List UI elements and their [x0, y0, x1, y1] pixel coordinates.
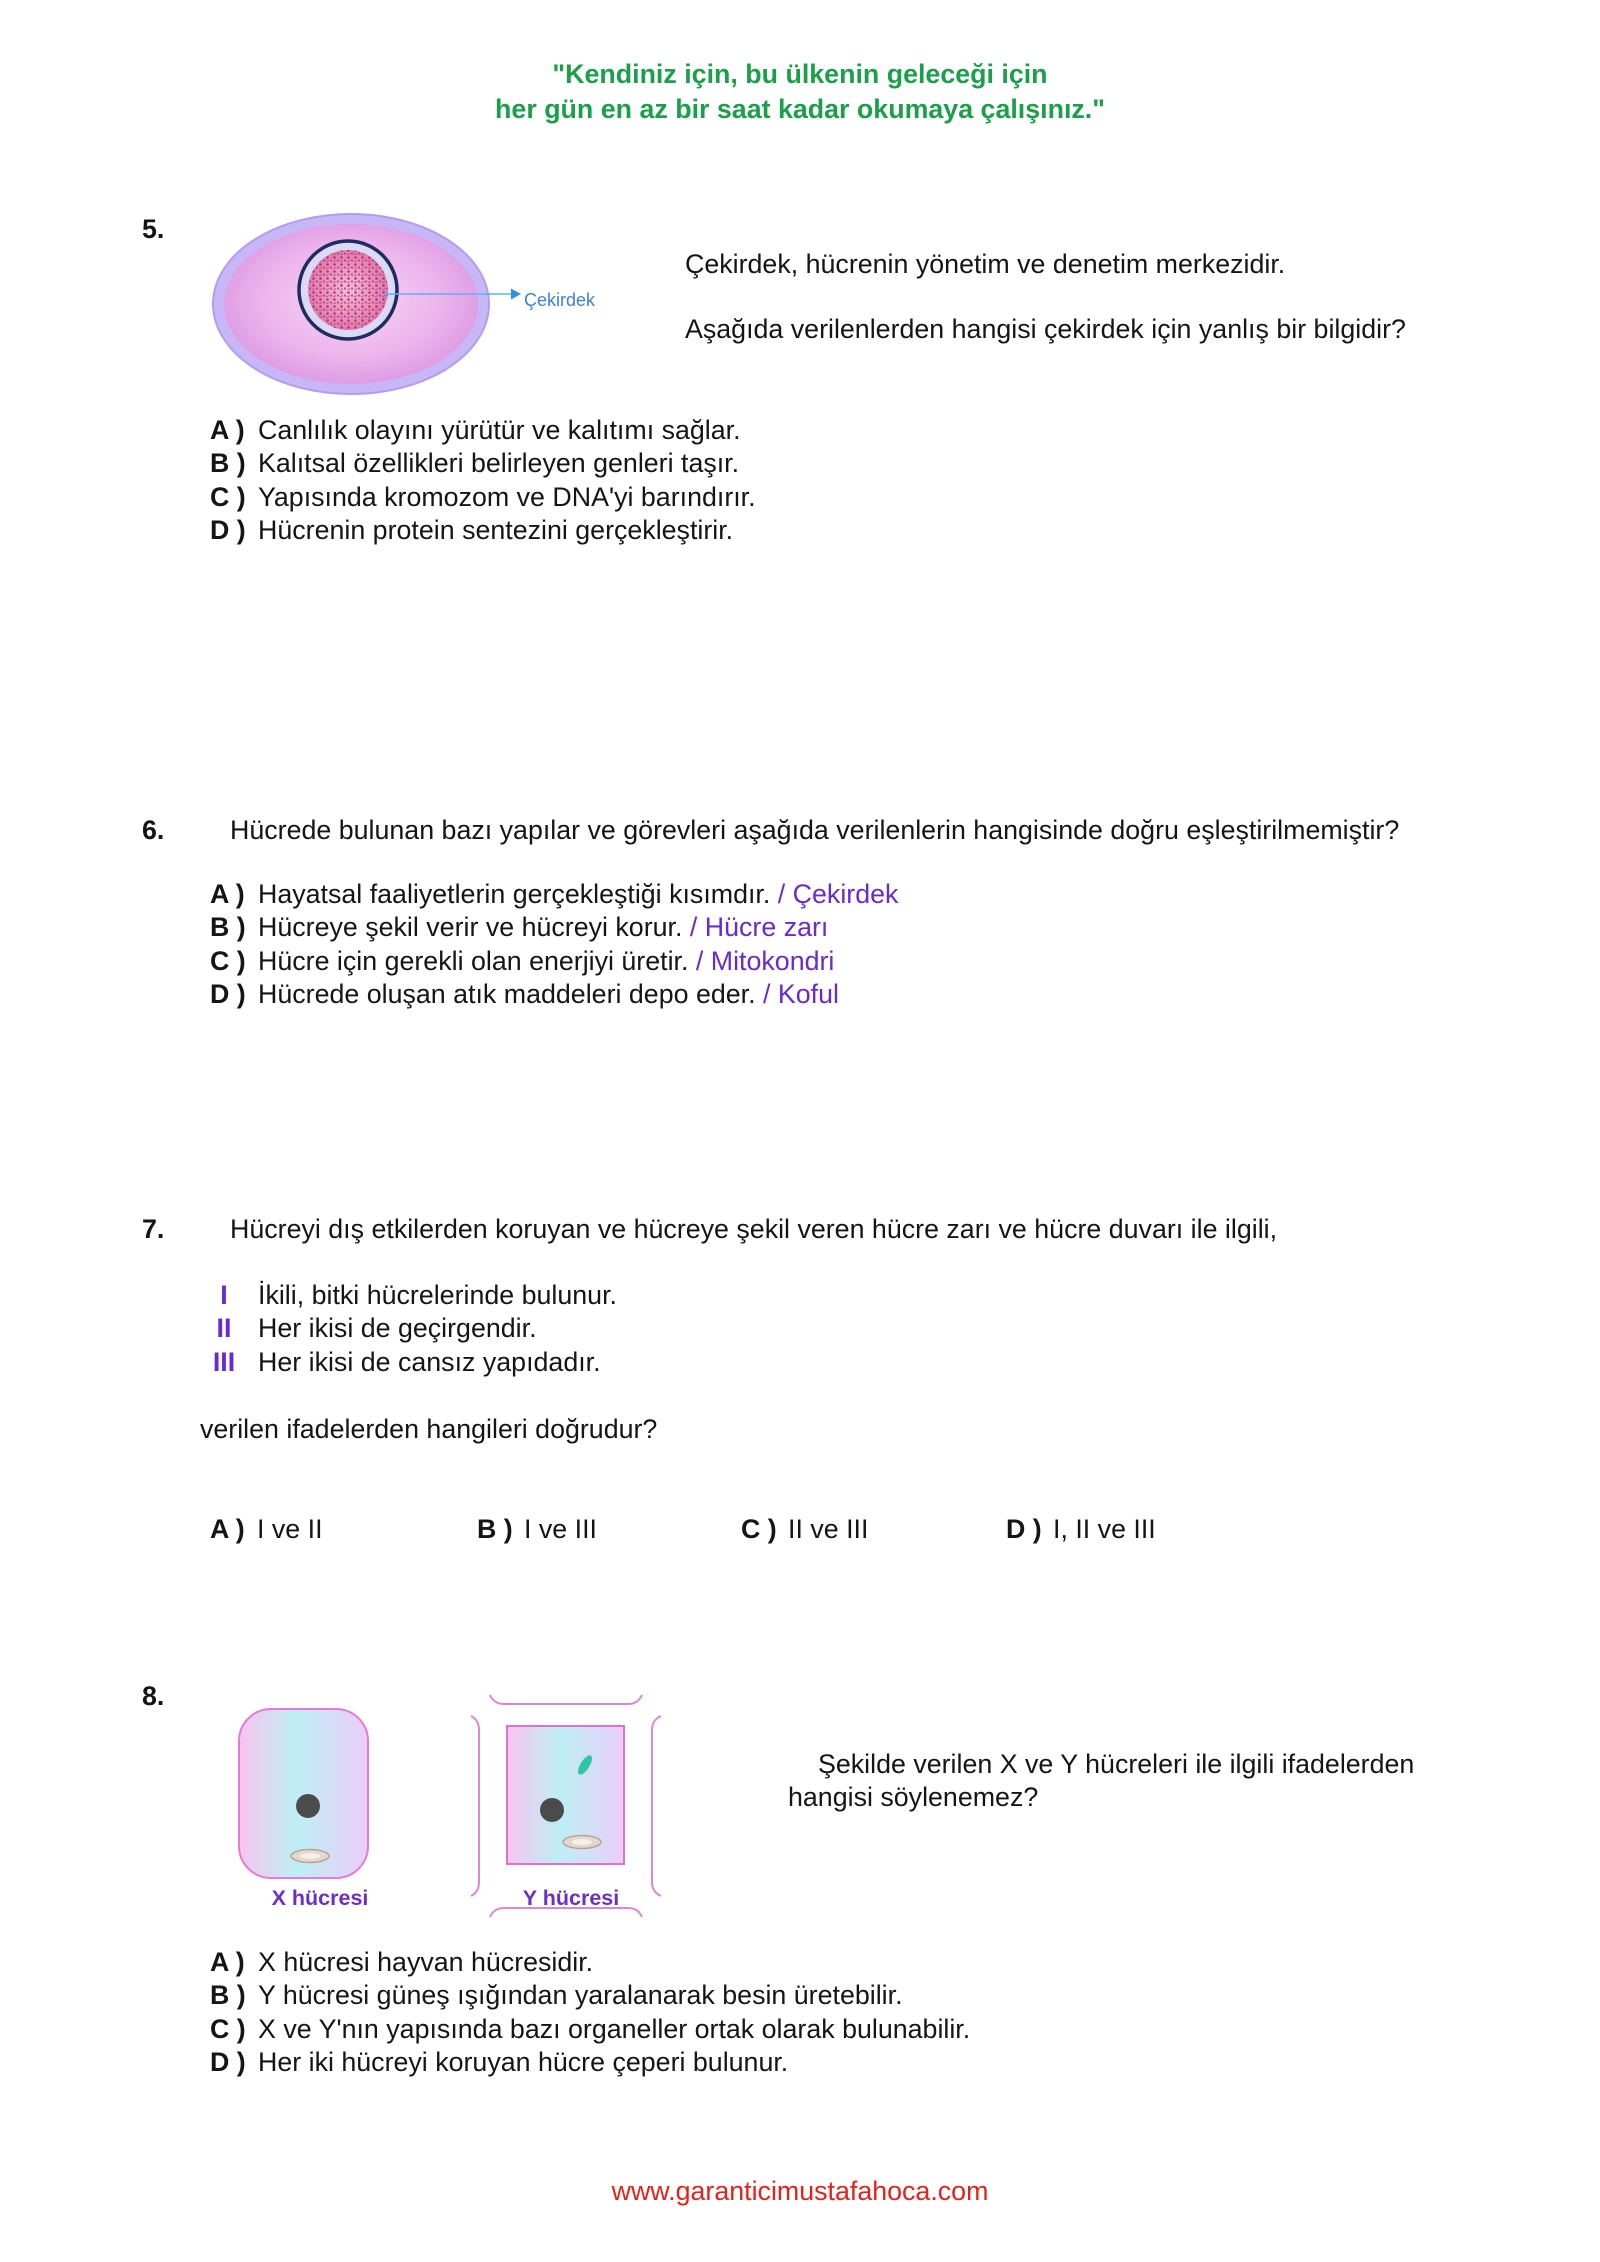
question-6-options [210, 878, 898, 1011]
question-8-option-b [210, 1979, 970, 2012]
x-cell-nucleus [296, 1794, 320, 1818]
question-5-stem-line-2: Aşağıda verilenlerden hangisi çekirdek için yanlış bir bilgidir? [685, 314, 1406, 344]
nucleus-label: Çekirdek [524, 290, 596, 310]
option-letter: D ) [1006, 1514, 1042, 1544]
question-6-stem: Hücrede bulunan bazı yapılar ve görevleri aşağıda verilenlerin hangisinde doğru eşleştirilmemiştir? [230, 815, 1400, 845]
option-match: / Mitokondri [695, 945, 835, 976]
question-8-stem-line-1: Şekilde verilen X ve Y hücreleri ile ilgili ifadelerden [818, 1749, 1415, 1779]
option-letter: C ) [741, 1514, 777, 1544]
question-8-option-c [210, 2013, 970, 2046]
option-body [258, 911, 828, 944]
question-5-option-b [210, 447, 756, 480]
motto-line-1: "Kendiniz için, bu ülkenin geleceği için [552, 59, 1048, 89]
option-text: Yapısında kromozom ve DNA'yi barındırır. [258, 481, 756, 512]
question-5-option-a [210, 414, 756, 447]
footer-website: www.garanticimustafahoca.com [611, 2176, 989, 2206]
statement-numeral: I [220, 1280, 228, 1310]
option-text: Hücrede oluşan atık maddeleri depo eder. [258, 978, 756, 1009]
question-8-option-d [210, 2046, 970, 2079]
option-text: Kalıtsal özellikleri belirleyen genleri taşır. [258, 448, 740, 479]
option-letter: B ) [210, 1980, 246, 2011]
option-text: I ve II [257, 1514, 323, 1544]
option-letter: C ) [210, 2013, 246, 2044]
option-text: Hayatsal faaliyetlerin gerçekleştiği kısımdır. [258, 879, 771, 909]
question-7-statements [204, 1279, 617, 1379]
y-cell-wall-right [652, 1716, 661, 1896]
option-match: / Çekirdek [777, 879, 899, 909]
question-5-options [210, 414, 756, 547]
question-8-stem-line-2: hangisi söylenemez? [788, 1782, 1039, 1812]
statement-text: Her ikisi de geçirgendir. [258, 1313, 537, 1344]
question-6-number: 6. [142, 815, 165, 845]
question-5-number: 5. [142, 214, 165, 244]
y-cell-wall-left [471, 1716, 479, 1896]
cell-nucleus-figure [200, 200, 620, 410]
option-letter: D ) [210, 514, 246, 545]
option-text: Hücreye şekil verir ve hücreyi korur. [258, 912, 683, 943]
question-6-option-a [210, 878, 898, 911]
statement-text: İkili, bitki hücrelerinde bulunur. [258, 1280, 617, 1310]
option-letter: C ) [210, 945, 246, 976]
option-text: I ve III [524, 1514, 597, 1544]
question-7-prompt: verilen ifadelerden hangileri doğrudur? [200, 1414, 658, 1444]
question-7-number: 7. [142, 1214, 165, 1244]
option-text: Y hücresi güneş ışığından yaralanarak besin üretebilir. [258, 1980, 903, 2011]
option-text: X ve Y'nın yapısında bazı organeller ortak olarak bulunabilir. [258, 2013, 971, 2044]
option-letter: A ) [210, 1514, 245, 1544]
question-6-option-d [210, 978, 898, 1011]
option-body [258, 945, 834, 978]
option-letter: B ) [210, 448, 246, 479]
option-letter: B ) [210, 912, 246, 943]
question-7-option-a [210, 1513, 323, 1546]
x-cell-label: X hücresi [271, 1886, 369, 1910]
option-text: Canlılık olayını yürütür ve kalıtımı sağlar. [258, 415, 741, 445]
option-text: II ve III [788, 1514, 869, 1544]
option-letter: A ) [210, 879, 245, 909]
option-letter: D ) [210, 978, 246, 1009]
option-text: Her iki hücreyi koruyan hücre çeperi bulunur. [258, 2046, 789, 2077]
statement-numeral: III [212, 1346, 236, 1377]
statement-ii [204, 1312, 617, 1345]
option-letter: A ) [210, 415, 245, 445]
question-6-option-c [210, 945, 898, 978]
question-5-option-c [210, 481, 756, 514]
option-letter: B ) [477, 1514, 513, 1544]
question-8-options [210, 1946, 970, 2079]
x-cell-figure [230, 1700, 380, 1890]
question-8-number: 8. [142, 1681, 165, 1711]
option-text: I, II ve III [1053, 1514, 1156, 1544]
question-8-option-a [210, 1946, 970, 1979]
x-cell-vacuole-core [300, 1853, 320, 1859]
question-6-option-b [210, 911, 898, 944]
pointer-arrowhead [511, 289, 521, 300]
option-match: / Koful [763, 978, 839, 1009]
option-letter: C ) [210, 481, 246, 512]
statement-numeral: II [216, 1313, 232, 1344]
y-cell-vacuole-core [572, 1839, 592, 1845]
question-5-stem-line-1: Çekirdek, hücrenin yönetim ve denetim merkezidir. [685, 249, 1286, 279]
y-cell-label: Y hücresi [522, 1886, 620, 1910]
statement-i [204, 1279, 617, 1312]
option-body [258, 978, 839, 1011]
question-7-option-d [1006, 1513, 1156, 1546]
option-body [258, 878, 898, 911]
statement-text: Her ikisi de cansız yapıdadır. [258, 1346, 601, 1377]
statement-iii [204, 1346, 617, 1379]
chromatin-texture [308, 250, 388, 330]
y-cell-nucleus [540, 1798, 564, 1822]
question-5-option-d [210, 514, 756, 547]
y-cell-wall-top [490, 1695, 642, 1704]
option-text: Hücre için gerekli olan enerjiyi üretir. [258, 945, 689, 976]
question-7-stem: Hücreyi dış etkilerden koruyan ve hücreye şekil veren hücre zarı ve hücre duvarı ile ilgili, [230, 1214, 1278, 1244]
question-7-option-c [741, 1513, 868, 1546]
motto-line-2: her gün en az bir saat kadar okumaya çalışınız." [495, 94, 1105, 124]
option-match: / Hücre zarı [689, 912, 829, 943]
option-text: Hücrenin protein sentezini gerçekleştirir. [258, 514, 734, 545]
option-letter: D ) [210, 2046, 246, 2077]
option-text: X hücresi hayvan hücresidir. [258, 1947, 594, 1977]
option-letter: A ) [210, 1947, 245, 1977]
question-7-option-b [477, 1513, 597, 1546]
